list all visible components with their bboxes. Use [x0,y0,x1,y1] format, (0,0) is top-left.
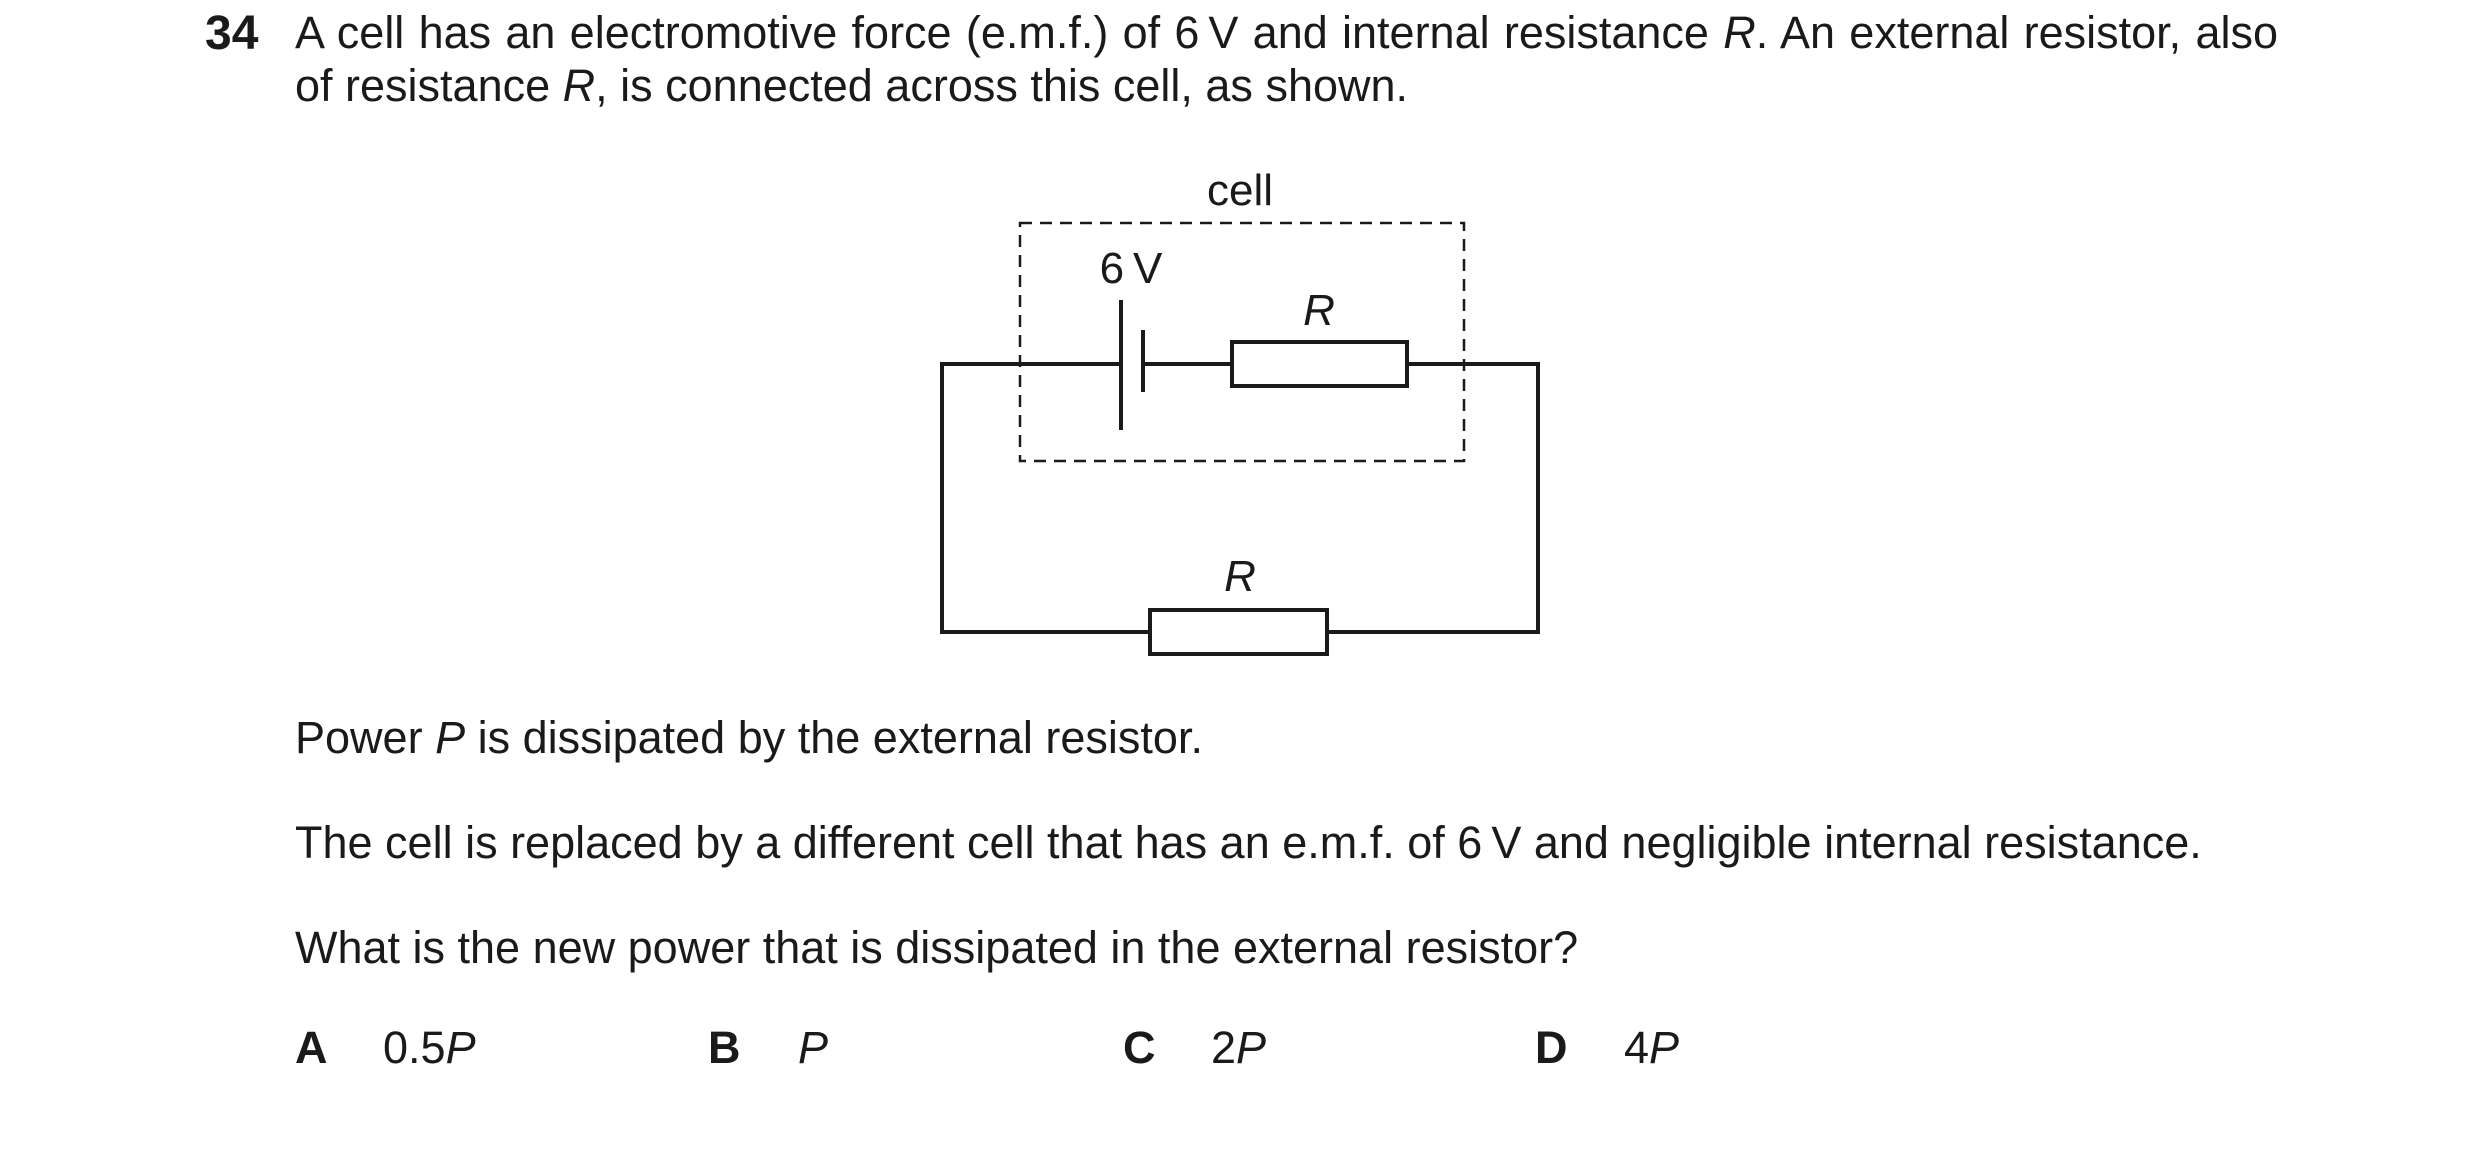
question-number: 34 [205,7,259,60]
wire-left [942,364,1150,632]
option-b-var: P [798,1022,829,1073]
option-a-var: P [445,1022,476,1073]
wire-right [1327,364,1538,632]
option-d-var: P [1649,1022,1680,1073]
option-c-value[interactable] [1211,1020,1266,1076]
stem-text-1: A cell has an electromotive force (e.m.f.) of 6 V and internal resistance [295,7,1724,58]
paragraph-question: What is the new power that is dissipated in the external resistor? [295,922,1579,973]
option-a-value[interactable] [383,1020,476,1076]
stem-text-2: . An external resistor, also of resistance [295,7,2278,111]
option-b-letter[interactable]: B [708,1022,741,1073]
internal-resistor-label: R [1303,286,1335,335]
option-d-prefix: 4 [1624,1022,1650,1073]
paragraph-power-text-1: Power [295,712,436,763]
stem-var-1: R [1723,7,1756,58]
option-a-prefix: 0.5 [383,1022,446,1073]
cell-label: cell [1206,166,1274,215]
paragraph-power-var: P [435,712,466,763]
option-d-letter[interactable]: D [1535,1022,1568,1073]
external-resistor-label: R [1224,552,1256,601]
stem-text-3: , is connected across this cell, as shown. [595,60,1409,111]
option-c-var: P [1236,1022,1267,1073]
external-resistor [1150,610,1327,654]
option-a-letter[interactable]: A [295,1022,328,1073]
option-d-value[interactable] [1624,1020,1679,1076]
paragraph-replacement: The cell is replaced by a different cell that has an e.m.f. of 6 V and negligible internal resistance. [295,817,2202,868]
option-b-value[interactable] [798,1020,828,1076]
paragraph-power [295,710,1203,766]
paragraph-power-text-2: is dissipated by the external resistor. [465,712,1203,763]
emf-label: 6 V [1099,244,1163,293]
option-c-prefix: 2 [1211,1022,1237,1073]
option-c-letter[interactable]: C [1123,1022,1156,1073]
internal-resistor [1232,342,1407,386]
stem-var-2: R [562,60,596,111]
